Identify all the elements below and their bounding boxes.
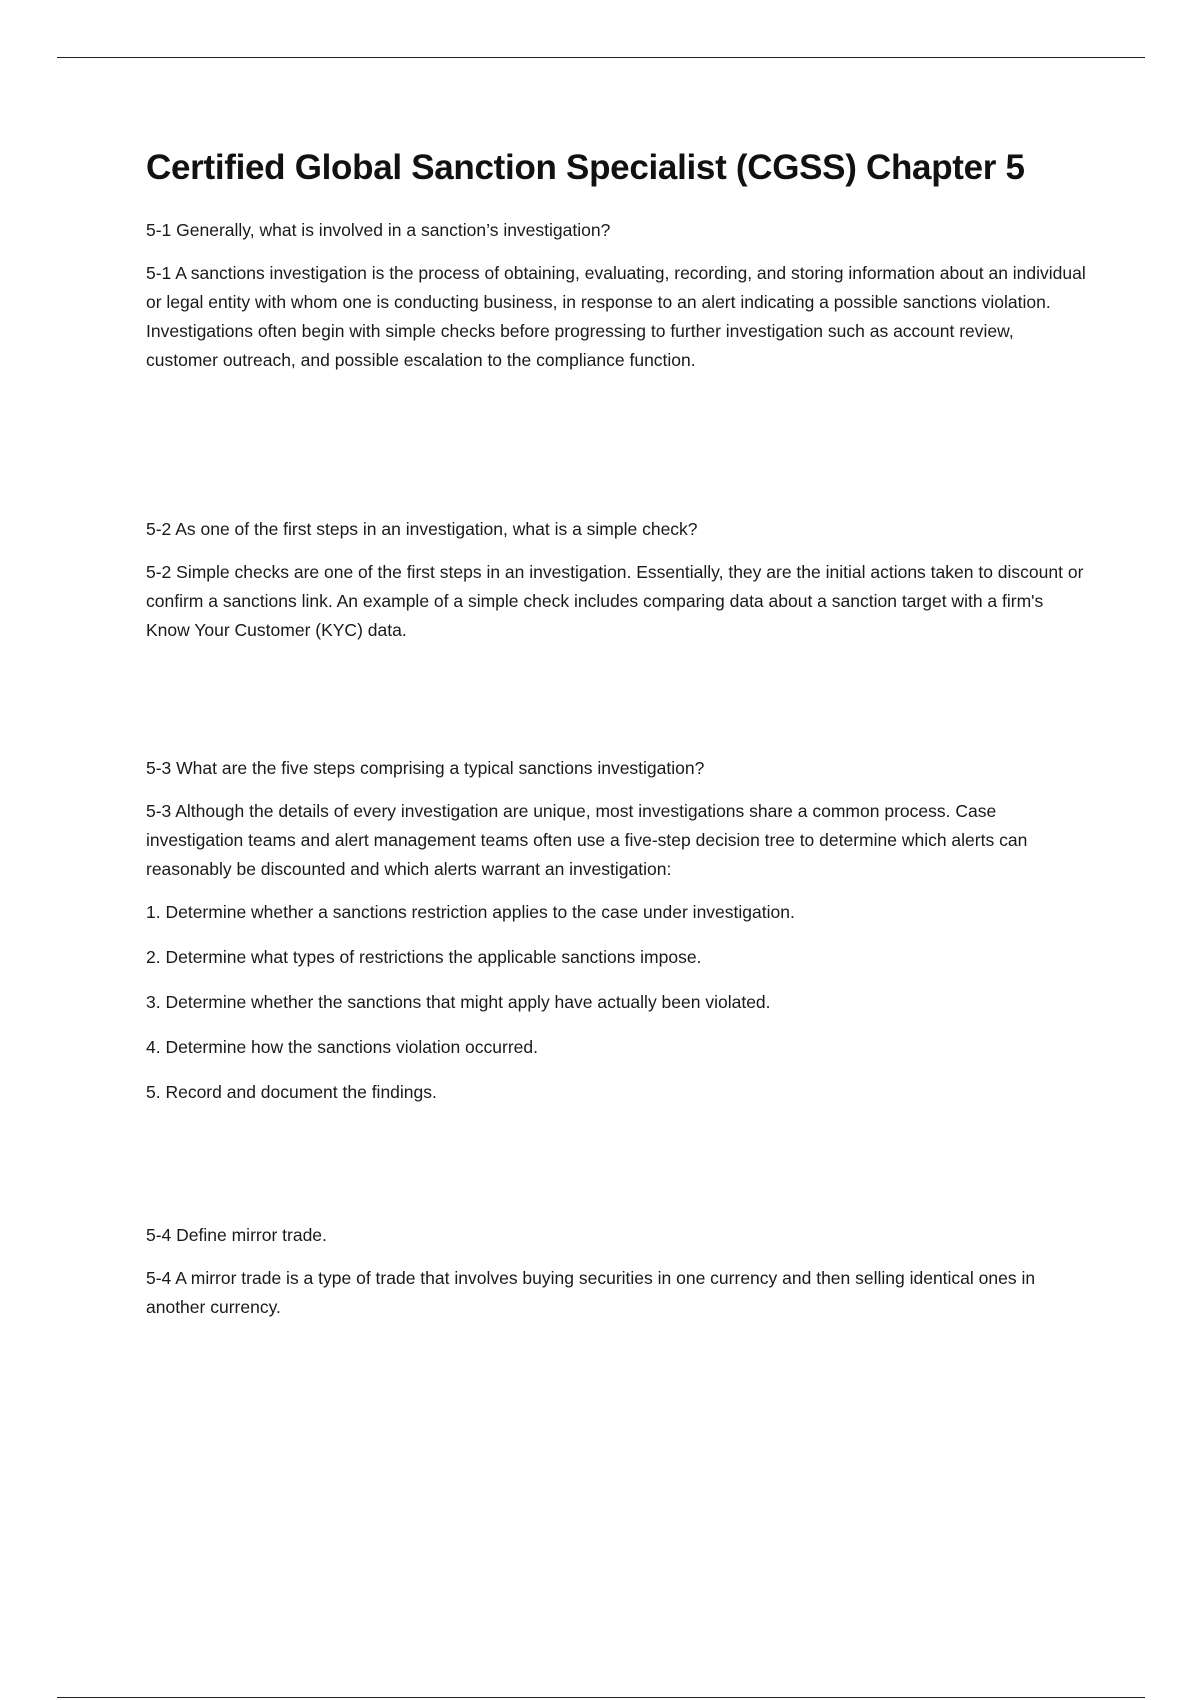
list-item: 2. Determine what types of restrictions the applicable sanctions impose. (146, 947, 702, 967)
answer-5-1: 5-1 A sanctions investigation is the process of obtaining, evaluating, recording, and storing information about an individual or legal entity with whom one is conducting business, in response to an alert indicating a possible sanctions violation. Investigations often begin with simple checks before progressing to further investigation such as account review, customer outreach, and possible escalation to the compliance function. (146, 263, 1086, 370)
list-item: 3. Determine whether the sanctions that might apply have actually been violated. (146, 992, 771, 1012)
question-5-4: 5-4 Define mirror trade. (146, 1225, 327, 1245)
qa-block-5-1 (146, 216, 1090, 375)
answer-5-4: 5-4 A mirror trade is a type of trade that involves buying securities in one currency and then selling identical ones in another currency. (146, 1268, 1036, 1317)
top-divider (57, 57, 1145, 58)
investigation-steps-list (146, 898, 1090, 1107)
question-5-1: 5-1 Generally, what is involved in a sanction’s investigation? (146, 220, 611, 240)
qa-block-5-3 (146, 754, 1090, 1123)
list-item: 1. Determine whether a sanctions restriction applies to the case under investigation. (146, 902, 795, 922)
list-item: 4. Determine how the sanctions violation occurred. (146, 1037, 539, 1057)
answer-5-2: 5-2 Simple checks are one of the first steps in an investigation. Essentially, they are the initial actions taken to discount or confirm a sanctions link. An example of a simple check includes comparing data about a sanction target with a firm's Know Your Customer (KYC) data. (146, 562, 1084, 640)
qa-block-5-2 (146, 515, 1090, 645)
bottom-divider (57, 1697, 1145, 1698)
list-item: 5. Record and document the findings. (146, 1082, 437, 1102)
question-5-2: 5-2 As one of the first steps in an investigation, what is a simple check? (146, 519, 698, 539)
answer-5-3: 5-3 Although the details of every investigation are unique, most investigations share a common process. Case investigation teams and alert management teams often use a five-step decision tree to determine which alerts can reasonably be discounted and which alerts warrant an investigation: (146, 801, 1028, 879)
qa-block-5-4 (146, 1221, 1090, 1322)
question-5-3: 5-3 What are the five steps comprising a typical sanctions investigation? (146, 758, 705, 778)
document-title: Certified Global Sanction Specialist (CGSS) Chapter 5 (146, 148, 1025, 187)
